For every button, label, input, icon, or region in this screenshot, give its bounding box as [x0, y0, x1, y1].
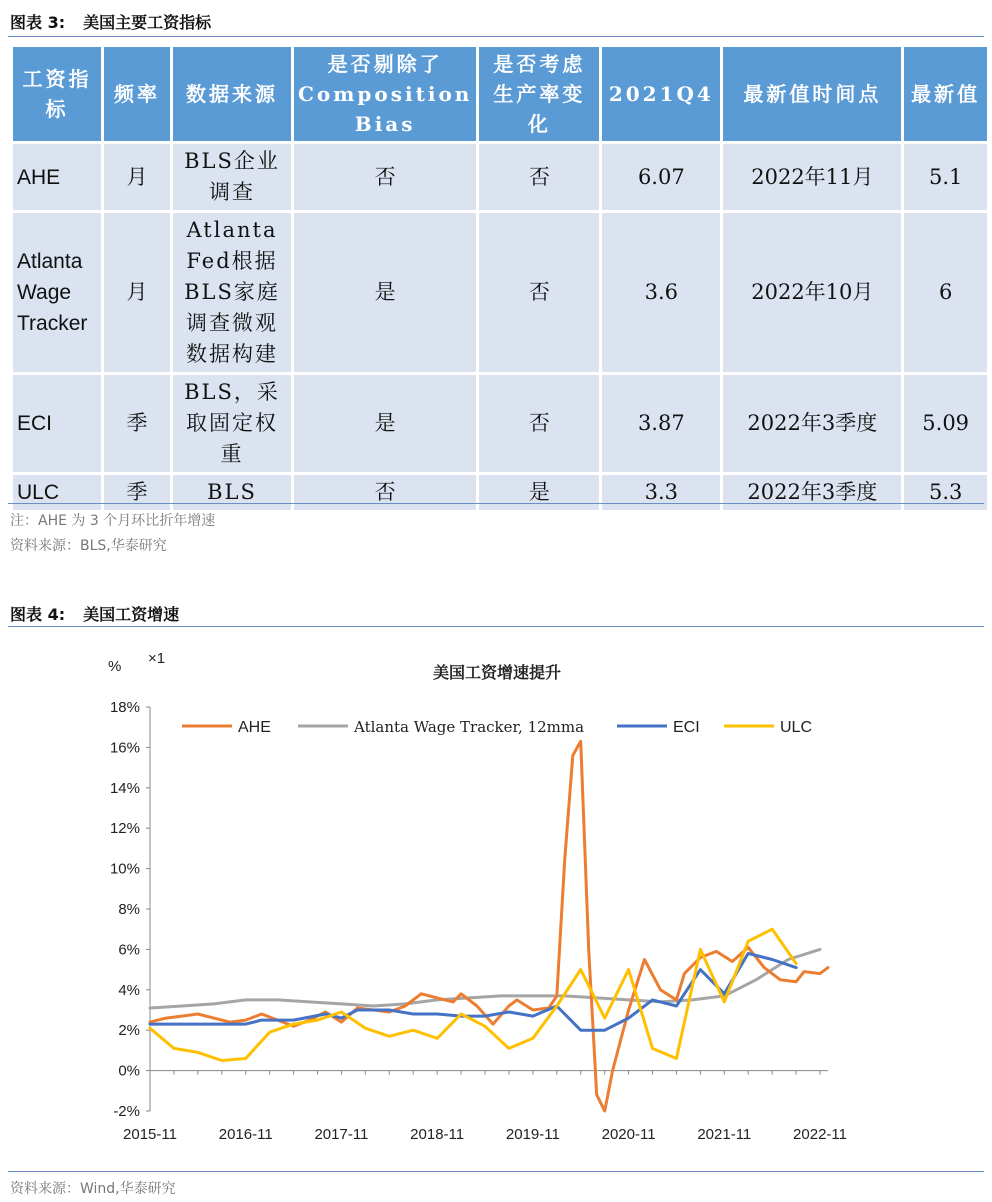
header-cell: 频率 — [104, 47, 170, 141]
x-tick-label: 2019-11 — [505, 1126, 560, 1143]
chart-title: 美国工资增速提升 — [432, 663, 562, 682]
table-cell: 5.1 — [904, 144, 987, 210]
table-cell: 2022年10月 — [723, 213, 901, 372]
header-cell: 工资指标 — [13, 47, 101, 141]
table-cell: 是 — [294, 213, 476, 372]
header-cell: 是否剔除了Composition Bias — [294, 47, 476, 141]
table-cell: 否 — [479, 213, 599, 372]
y-tick-label: 14% — [109, 779, 140, 797]
figure4-bottom-rule — [8, 1171, 984, 1172]
wage-indicator-table — [10, 44, 990, 513]
table-row — [13, 144, 987, 210]
x-tick-label: 2020-11 — [601, 1126, 656, 1143]
chart-series — [150, 741, 828, 1111]
table-cell: 5.3 — [904, 475, 987, 510]
legend-label: Atlanta Wage Tracker, 12mma — [354, 718, 585, 736]
y-tick-label: 10% — [109, 860, 140, 878]
figure3-title — [10, 10, 211, 33]
table-cell: 3.3 — [602, 475, 720, 510]
header-cell: 最新值时间点 — [723, 47, 901, 141]
table-cell: 月 — [104, 144, 170, 210]
table-cell: Atlanta Fed根据BLS家庭调查微观数据构建 — [173, 213, 291, 372]
table-cell: 2022年3季度 — [723, 475, 901, 510]
x-tick-label: 2015-11 — [123, 1126, 177, 1143]
figure4-number: 图表 4: — [10, 605, 66, 624]
figure3-top-rule — [8, 36, 984, 37]
table-cell: Atlanta Wage Tracker — [13, 213, 101, 372]
x-tick-label: 2017-11 — [314, 1126, 369, 1143]
table-cell: 是 — [479, 475, 599, 510]
figure4-title-text: 美国工资增速 — [83, 605, 180, 624]
table-cell: ECI — [13, 375, 101, 472]
figure3-source: 资料来源：BLS,华泰研究 — [10, 538, 167, 554]
header-cell: 是否考虑生产率变化 — [479, 47, 599, 141]
table-cell: 季 — [104, 375, 170, 472]
series-line-ulc — [150, 929, 796, 1060]
x-tick-label: 2018-11 — [410, 1126, 465, 1143]
table-cell: 季 — [104, 475, 170, 510]
table-cell: 是 — [294, 375, 476, 472]
table-cell: 否 — [294, 144, 476, 210]
table-header-row — [13, 47, 987, 141]
table-cell: BLS — [173, 475, 291, 510]
table-cell: 月 — [104, 213, 170, 372]
table-cell: BLS企业调查 — [173, 144, 291, 210]
y-tick-label: 4% — [118, 981, 140, 999]
table-cell: 否 — [479, 144, 599, 210]
y-tick-label: 16% — [109, 739, 140, 757]
y-tick-label: 0% — [118, 1062, 140, 1080]
figure4-title — [10, 602, 179, 625]
header-cell: 最新值 — [904, 47, 987, 141]
legend-label: AHE — [238, 719, 271, 736]
figure3-bottom-rule — [8, 503, 984, 504]
figure3-note: 注：AHE 为 3 个月环比折年增速 — [10, 513, 216, 529]
figure3-title-text: 美国主要工资指标 — [83, 13, 212, 32]
table-cell: 2022年11月 — [723, 144, 901, 210]
legend-label: ULC — [780, 719, 813, 736]
y-tick-label: 8% — [118, 901, 140, 918]
table-cell: 2022年3季度 — [723, 375, 901, 472]
figure4-top-rule — [8, 626, 984, 627]
header-cell: 2021Q4 — [602, 47, 720, 141]
multiplier-label: ×1 — [148, 650, 166, 667]
header-cell: 数据来源 — [173, 47, 291, 141]
table-row — [13, 475, 987, 510]
y-tick-label: 6% — [118, 941, 140, 959]
table-cell: AHE — [13, 144, 101, 210]
wage-growth-chart — [0, 636, 992, 1166]
table-cell: BLS，采取固定权重 — [173, 375, 291, 472]
chart-legend — [182, 718, 812, 736]
table-cell: 3.6 — [602, 213, 720, 372]
table-cell: 5.09 — [904, 375, 987, 472]
table-row — [13, 375, 987, 472]
table-cell: ULC — [13, 475, 101, 510]
y-tick-label: 18% — [109, 699, 140, 716]
series-line-ahe — [150, 741, 828, 1111]
table-row — [13, 213, 987, 372]
x-tick-label: 2016-11 — [218, 1126, 273, 1143]
figure3-number: 图表 3: — [10, 13, 66, 32]
x-tick-label: 2022-11 — [793, 1126, 847, 1143]
legend-label: ECI — [673, 719, 700, 736]
table-cell: 6.07 — [602, 144, 720, 210]
table-cell: 6 — [904, 213, 987, 372]
y-tick-label: -2% — [113, 1103, 140, 1120]
y-tick-label: 12% — [109, 820, 140, 838]
figure4-source: 资料来源：Wind,华泰研究 — [10, 1181, 176, 1197]
table-cell: 否 — [294, 475, 476, 510]
x-tick-label: 2021-11 — [697, 1126, 752, 1143]
table-cell: 3.87 — [602, 375, 720, 472]
y-unit-label: % — [108, 658, 122, 675]
series-line-atlanta-wage-tracker-12mma — [150, 949, 820, 1008]
y-tick-label: 2% — [118, 1022, 140, 1040]
table-cell: 否 — [479, 375, 599, 472]
chart-axes — [110, 699, 847, 1143]
